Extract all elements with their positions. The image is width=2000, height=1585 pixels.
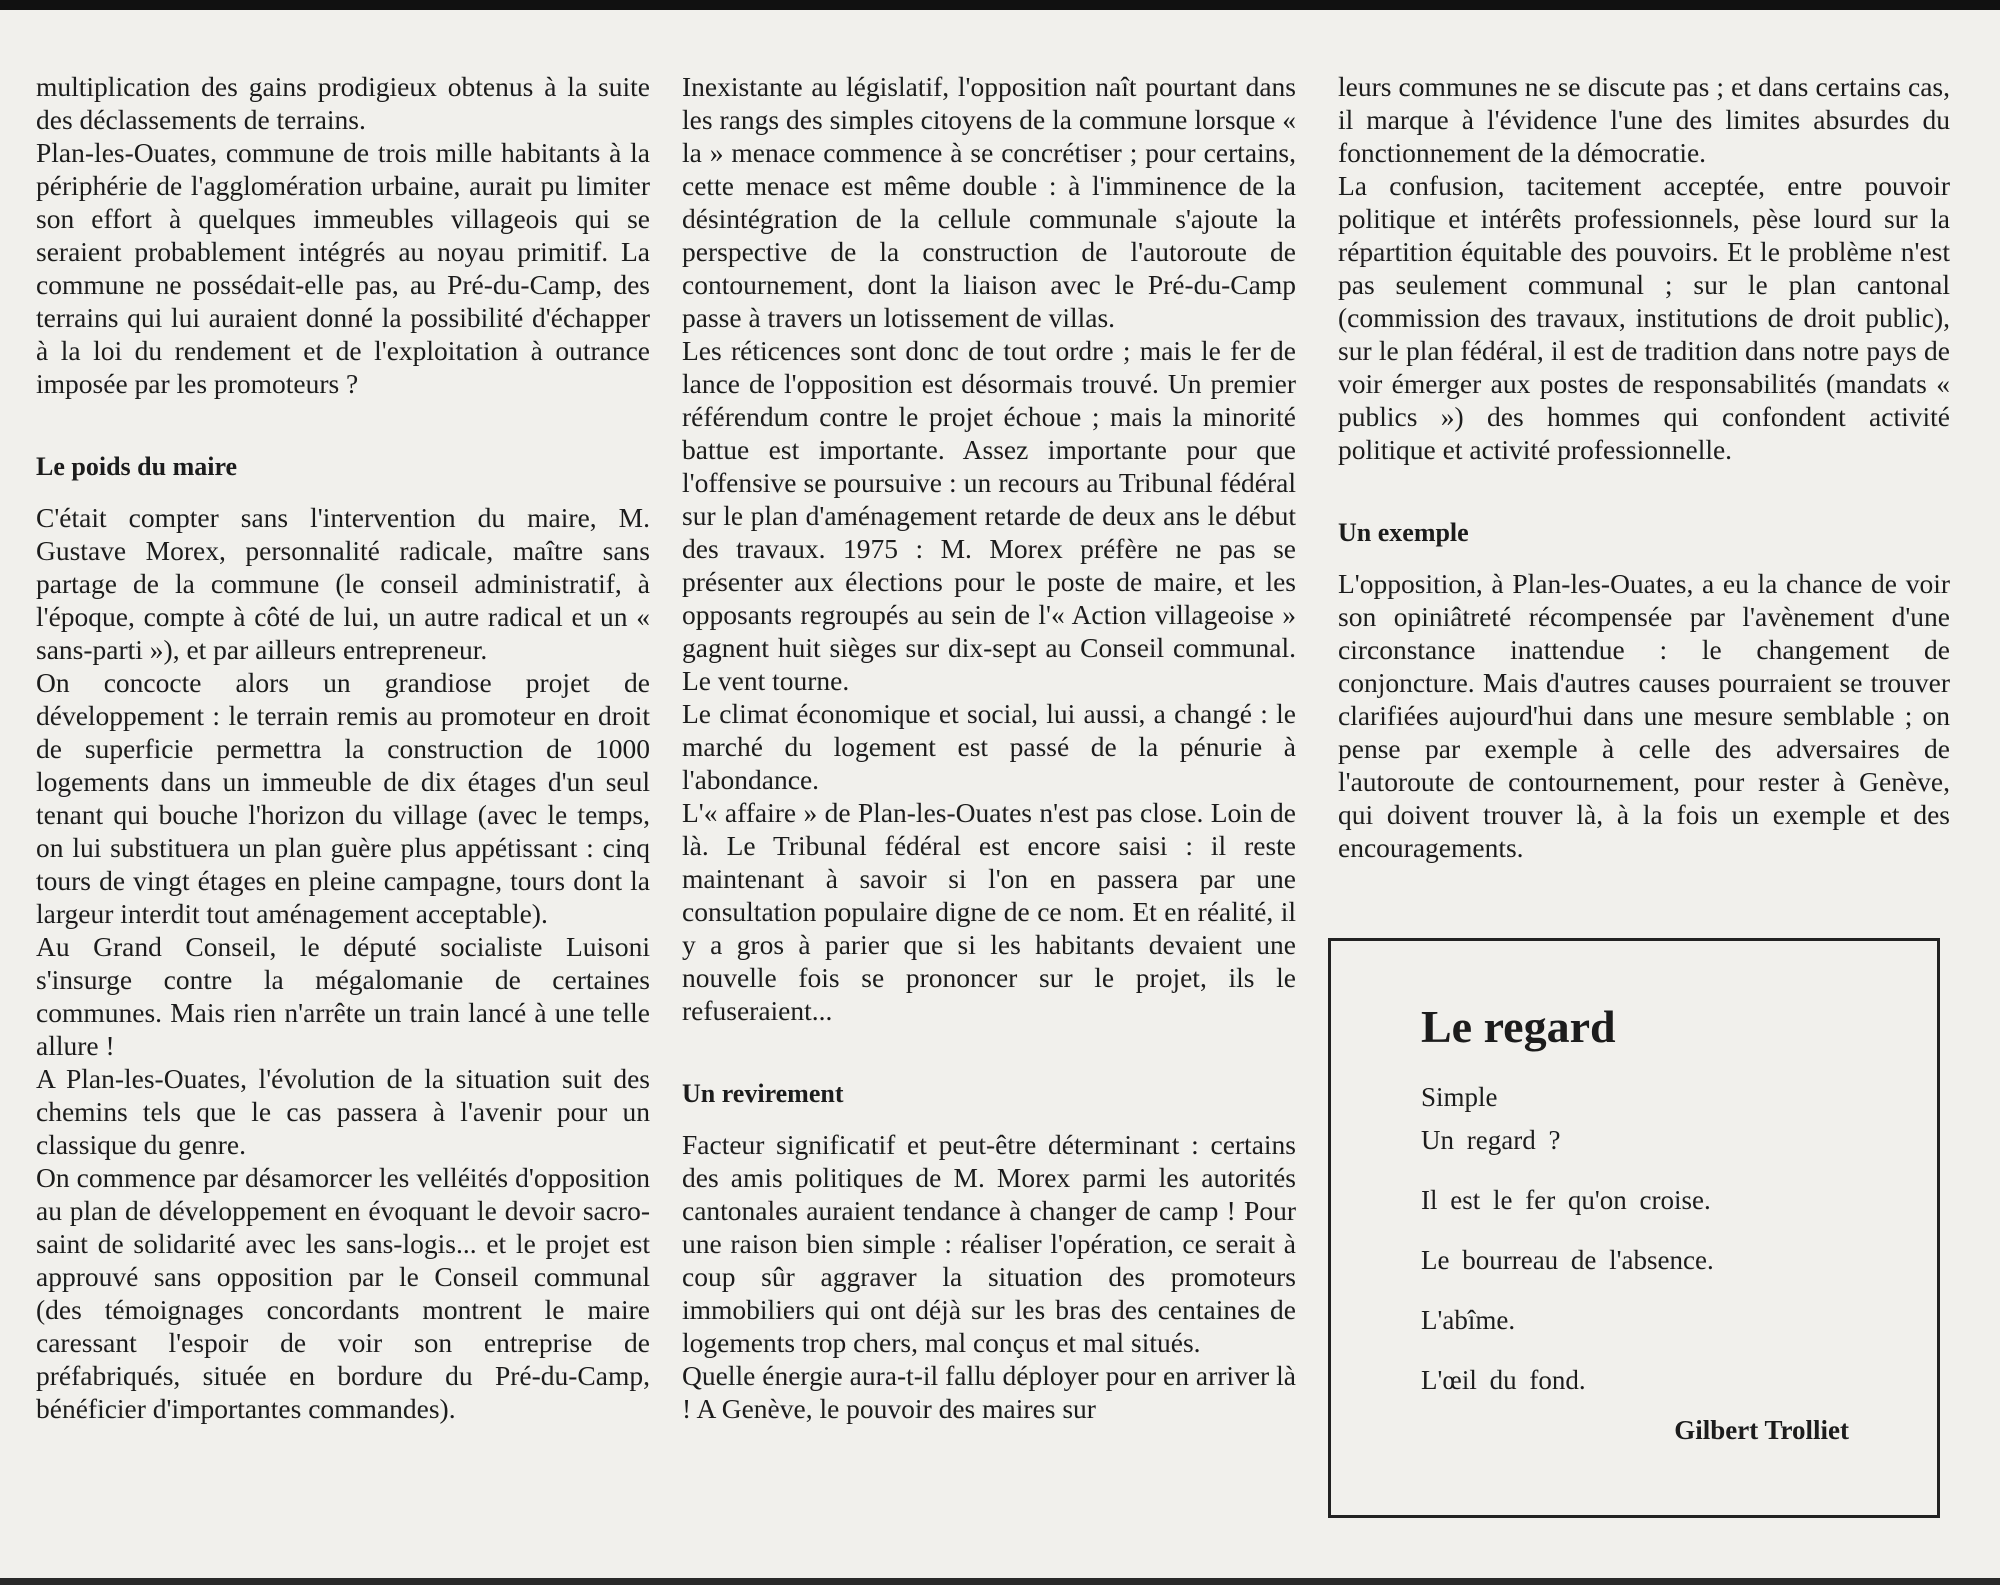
section-heading: Un revirement [682, 1079, 844, 1108]
poem-line: Le bourreau de l'absence. [1421, 1245, 1714, 1275]
poem-line: Il est le fer qu'on croise. [1421, 1185, 1711, 1215]
paragraph: Quelle énergie aura-t-il fallu déployer pour en arriver là ! A Genève, le pouvoir des maires sur [682, 1360, 1296, 1424]
paragraph: multiplication des gains prodigieux obtenus à la suite des déclassements de terrains. [36, 71, 650, 135]
poem-line: L'œil du fond. [1421, 1365, 1586, 1395]
section-heading: Le poids du maire [36, 452, 238, 481]
paragraph: C'était compter sans l'intervention du maire, M. Gustave Morex, personnalité radicale, maître sans partage de la commune (le conseil administratif, à l'époque, compte à côté de lui, un autre radical et un « sans-parti »), et par ailleurs entrepreneur. [36, 502, 650, 665]
poem-line: Un regard ? [1421, 1125, 1561, 1155]
paragraph: L'« affaire » de Plan-les-Ouates n'est pas close. Loin de là. Le Tribunal fédéral est encore saisi : il reste maintenant à savoir si l'on en passera par une consultation populaire digne de ce nom. Et en réalité, il y a gros à parier que si les habitants devaient une nouvelle fois se prononcer sur le projet, ils le refuseraient... [682, 797, 1296, 1026]
paragraph: Inexistante au législatif, l'opposition naît pourtant dans les rangs des simples citoyens de la commune lorsque « la » menace commence à se concrétiser ; pour certains, cette menace est même double : à l'imminence de la désintégration de la cellule communale s'ajoute la perspective de la construction de l'autoroute de contournement, dont la liaison avec le Pré-du-Camp passe à travers un lotissement de villas. [682, 71, 1296, 333]
paragraph: Les réticences sont donc de tout ordre ; mais le fer de lance de l'opposition est désormais trouvé. Un premier référendum contre le projet échoue ; mais la minorité battue est importante. Assez importante pour que l'offensive se poursuive : un recours au Tribunal fédéral sur le plan d'aménagement retarde de deux ans le début des travaux. 1975 : M. Morex préfère ne pas se présenter aux élections pour le poste de maire, et les opposants regroupés au sein de l'« Action villageoise » gagnent huit sièges sur dix-sept au Conseil communal. Le vent tourne. [682, 335, 1296, 696]
section-heading: Un exemple [1338, 518, 1469, 547]
paragraph: leurs communes ne se discute pas ; et dans certains cas, il marque à l'évidence l'une des limites absurdes du fonctionnement de la démocratie. [1338, 71, 1950, 168]
poem-title: Le regard [1421, 1001, 1616, 1052]
article-column-3 [1338, 70, 1950, 864]
paragraph: On commence par désamorcer les velléités d'opposition au plan de développement en évoquant le devoir sacro-saint de solidarité avec les sans-logis... et le projet est approuvé sans opposition par le Conseil communal (des témoignages concordants montrent le maire caressant l'espoir de voir son entreprise de préfabriqués, située en bordure du Pré-du-Camp, bénéficier d'importantes commandes). [36, 1162, 650, 1424]
poem-line: Simple [1421, 1082, 1498, 1112]
poem-author: Gilbert Trolliet [1674, 1415, 1849, 1445]
paragraph: Au Grand Conseil, le député socialiste Luisoni s'insurge contre la mégalomanie de certaines communes. Mais rien n'arrête un train lancé à une telle allure ! [36, 931, 650, 1061]
paragraph: On concocte alors un grandiose projet de développement : le terrain remis au promoteur en droit de superficie permettra la construction de 1000 logements dans un immeuble de dix étages d'un seul tenant qui bouche l'horizon du village (avec le temps, on lui substituera un plan guère plus appétissant : cinq tours de vingt étages en pleine campagne, tours dont la largeur interdit tout aménagement acceptable). [36, 667, 650, 929]
article-column-2 [682, 70, 1296, 1425]
article-column-1 [36, 70, 650, 1425]
paragraph: Plan-les-Ouates, commune de trois mille habitants à la périphérie de l'agglomération urbaine, aurait pu limiter son effort à quelques immeubles villageois qui se seraient probablement intégrés au noyau primitif. La commune ne possédait-elle pas, au Pré-du-Camp, des terrains qui lui auraient donné la possibilité d'échapper à la loi du rendement et de l'exploitation à outrance imposée par les promoteurs ? [36, 137, 650, 399]
poem-box [1328, 938, 1940, 1518]
top-rule [0, 0, 2000, 10]
paragraph: A Plan-les-Ouates, l'évolution de la situation suit des chemins tels que le cas passera à l'avenir pour un classique du genre. [36, 1063, 650, 1160]
bottom-rule [0, 1578, 2000, 1585]
paragraph: La confusion, tacitement acceptée, entre pouvoir politique et intérêts professionnels, pèse lourd sur la répartition équitable des pouvoirs. Et le problème n'est pas seulement communal ; sur le plan cantonal (commission des travaux, institutions de droit public), sur le plan fédéral, il est de tradition dans notre pays de voir émerger aux postes de responsabilités (mandats « publics ») des hommes qui confondent activité politique et activité professionnelle. [1338, 170, 1950, 465]
paragraph: Facteur significatif et peut-être déterminant : certains des amis politiques de M. Morex parmi les autorités cantonales auraient tendance à changer de camp ! Pour une raison bien simple : réaliser l'opération, ce serait à coup sûr aggraver la situation des promoteurs immobiliers qui ont déjà sur les bras des centaines de logements trop chers, mal conçus et mal situés. [682, 1129, 1296, 1358]
paragraph: L'opposition, à Plan-les-Ouates, a eu la chance de voir son opiniâtreté récompensée par l'avènement d'une circonstance inattendue : le changement de conjoncture. Mais d'autres causes pourraient se trouver clarifiées aujourd'hui dans une mesure semblable ; on pense par exemple à celle des adversaires de l'autoroute de contournement, pour rester à Genève, qui doivent trouver là, à la fois un exemple et des encouragements. [1338, 568, 1950, 863]
poem-line: L'abîme. [1421, 1305, 1516, 1335]
paragraph: Le climat économique et social, lui aussi, a changé : le marché du logement est passé de la pénurie à l'abondance. [682, 698, 1296, 795]
